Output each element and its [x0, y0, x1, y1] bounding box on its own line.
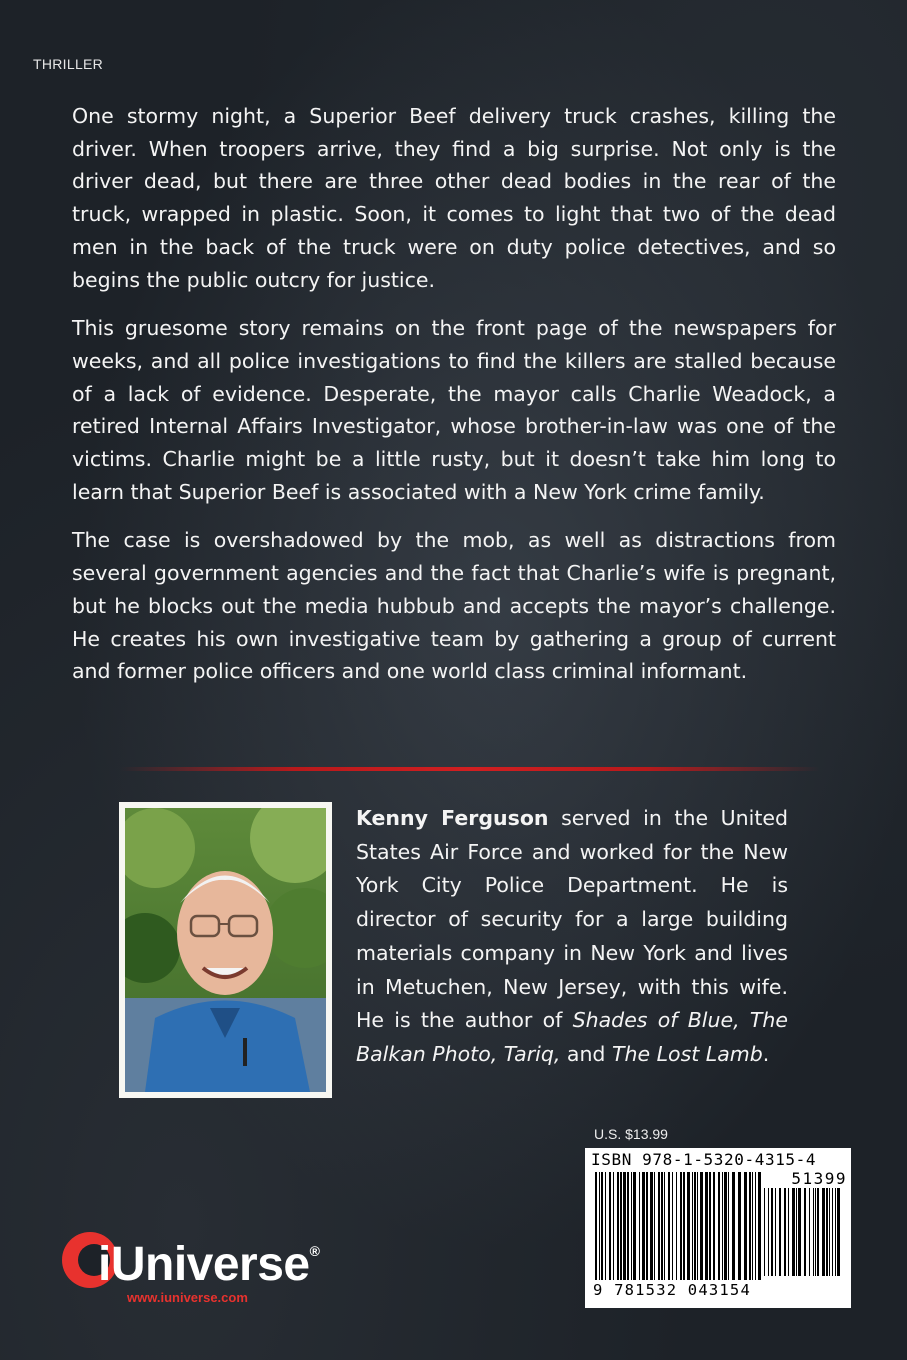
bio-text: and: [560, 1041, 612, 1066]
author-photo: [119, 802, 332, 1098]
barcode-bar: [738, 1172, 741, 1280]
barcode-bar: [722, 1172, 723, 1280]
blurb-paragraph: One stormy night, a Superior Beef delivery truck crashes, killing the driver. When troopers arrive, they find a big surprise. Not only is the driver dead, but there are three other dead bodies in the rear of the truck, wrapped in plastic. Soon, it comes to light that two of the dead men in the back of the truck were on duty police detectives, and so begins the public outcry for justice.: [72, 104, 836, 292]
barcode-bar: [609, 1172, 611, 1280]
barcode-bar: [672, 1172, 673, 1280]
isbn-text: ISBN 978-1-5320-4315-4: [591, 1150, 817, 1169]
barcode-bar: [687, 1172, 690, 1280]
addon-number: 51399: [763, 1169, 847, 1188]
bio-text: served in the United States Air Force and worked for the New York City Police Department. He is director of security for a large building materials company in New York and lives in Metuchen, New Jersey, with this wife. He is the author of: [356, 806, 788, 1033]
barcode-bar: [646, 1172, 648, 1280]
barcode-bar: [650, 1172, 653, 1280]
barcode-bar: [595, 1172, 597, 1280]
isbn-barcode: [585, 1148, 851, 1308]
barcode-bar: [755, 1172, 756, 1280]
barcode-bar: [642, 1172, 645, 1280]
price-label: U.S. $13.99: [594, 1126, 668, 1142]
author-bio: [356, 802, 788, 1072]
back-cover-blurb: [72, 100, 836, 704]
barcode-bar: [697, 1172, 698, 1280]
barcode-bar: [599, 1172, 600, 1280]
barcode-bar: [620, 1172, 622, 1280]
barcode-bar: [676, 1172, 677, 1280]
blurb-paragraph: The case is overshadowed by the mob, as well as distractions from several government agencies and the fact that Charlie’s wife is pregnant, but he blocks out the media hubbub and accepts the mayor’s challenge. He creates his own investigative team by gathering a group of current and former police officers and one world class criminal informant.: [72, 528, 836, 684]
barcode-bar: [661, 1172, 663, 1280]
registered-mark: ®: [309, 1243, 320, 1259]
barcode-bar: [732, 1172, 735, 1280]
publisher-logo-text: [60, 1237, 319, 1292]
barcode-bar: [713, 1172, 715, 1280]
barcode-bar: [664, 1172, 665, 1280]
barcode-bar: [680, 1172, 682, 1280]
barcode-bar: [639, 1172, 640, 1280]
barcode-bar: [623, 1172, 626, 1280]
barcode-bar: [744, 1172, 747, 1280]
publisher-name: iUniverse: [98, 1238, 310, 1291]
barcode-bar: [654, 1172, 655, 1280]
barcode-bar: [694, 1172, 696, 1280]
barcode-bars: [591, 1172, 847, 1280]
barcode-bar: [709, 1172, 711, 1280]
author-portrait-image: [125, 808, 326, 1092]
barcode-bar: [752, 1172, 753, 1280]
barcode-bar: [631, 1172, 632, 1280]
barcode-bar: [627, 1172, 629, 1280]
barcode-bar: [658, 1172, 660, 1280]
barcode-bar: [601, 1172, 603, 1280]
barcode-bar: [718, 1172, 720, 1280]
barcode-number: 9 781532 043154: [593, 1281, 751, 1299]
barcode-bar: [617, 1172, 619, 1280]
barcode-bar: [700, 1172, 703, 1280]
barcode-bar: [668, 1172, 670, 1280]
genre-label: THRILLER: [33, 56, 104, 72]
barcode-bar: [605, 1172, 606, 1280]
barcode-bar: [724, 1172, 727, 1280]
barcode-bar: [758, 1172, 761, 1280]
book-title: The Lost Lamb: [611, 1041, 763, 1066]
bio-text: .: [762, 1041, 770, 1066]
red-divider: [120, 767, 820, 771]
barcode-bar: [613, 1172, 614, 1280]
barcode-bar: [633, 1172, 636, 1280]
book-titles: Shades of Blue, The Balkan Photo, Tariq,: [356, 1008, 788, 1066]
barcode-bar: [728, 1172, 729, 1280]
barcode-bar: [683, 1172, 685, 1280]
publisher-url: www.iuniverse.com: [127, 1290, 248, 1305]
barcode-bar: [749, 1172, 751, 1280]
barcode-bar: [705, 1172, 708, 1280]
barcode-bar: [692, 1172, 693, 1280]
author-name: Kenny Ferguson: [356, 806, 549, 830]
blurb-paragraph: This gruesome story remains on the front page of the newspapers for weeks, and all police investigations to find the killers are stalled because of a lack of evidence. Desperate, the mayor calls Charlie Weadock, a retired Internal Affairs Investigator, whose brother-in-law was one of the victims. Charlie might be a little rusty, but it doesn’t take him long to learn that Superior Beef is associated with a New York crime family.: [72, 316, 836, 504]
